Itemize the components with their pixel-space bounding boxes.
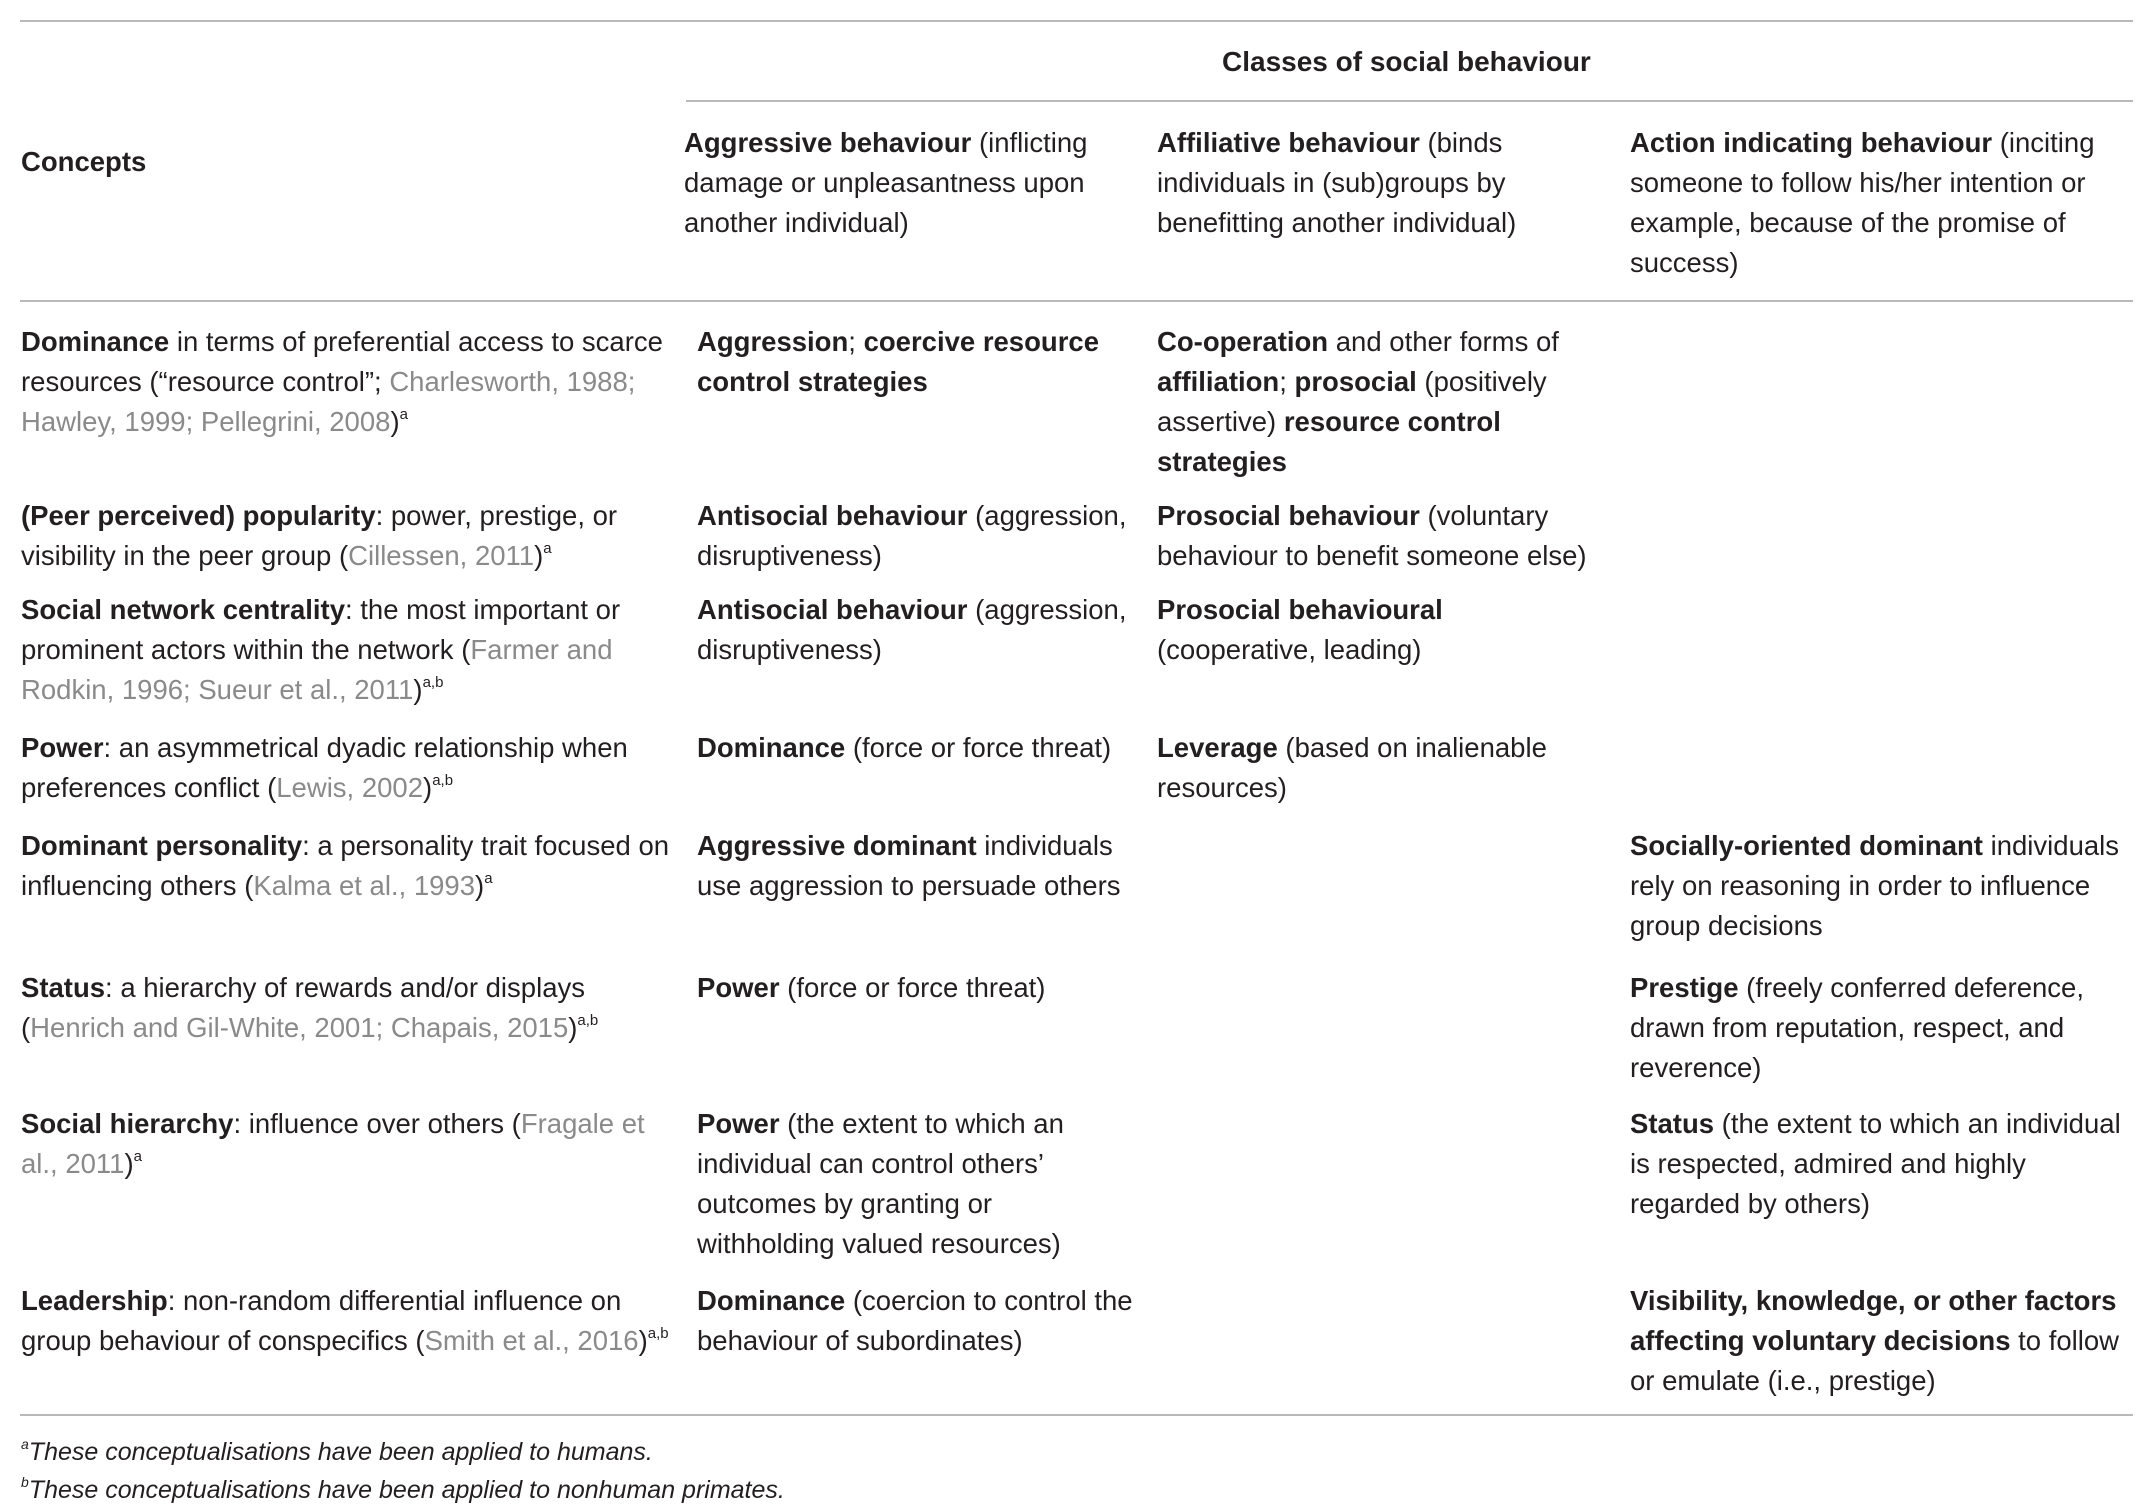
table-row-aggressive: Dominance (force or force threat) [697,732,1112,763]
table-row-affiliative: Prosocial behaviour (voluntary behaviour to benefit someone else) [1157,500,1587,571]
group-header-rule [686,100,2133,102]
group-header: Classes of social behaviour [1222,46,1591,77]
citation: Smith et al., 2016 [424,1325,639,1356]
citation: Cillessen, 2011 [348,540,535,571]
table-top-rule [20,20,2133,22]
citation: Farmer and Rodkin, 1996; Sueur et al., 2011 [21,634,613,705]
header-bottom-rule [20,300,2133,302]
table-row-concept: Dominance in terms of preferential access to scarce resources (“resource control”; Charlesworth, 1988; Hawley, 1999; Pellegrini, 2008)$^a$ [21,326,663,437]
citation: Lewis, 2002 [276,772,424,803]
concepts-header: Concepts [21,146,147,177]
table-row-aggressive: Antisocial behaviour (aggression, disruptiveness) [697,500,1127,571]
table-row-aggressive: Power (force or force threat) [697,972,1046,1003]
table-row-action: Prestige (freely conferred deference, drawn from reputation, respect, and reverence) [1630,972,2084,1083]
table-row-action: Socially-oriented dominant individuals rely on reasoning in order to influence group decisions [1630,830,2120,941]
column-header-affiliative: Affiliative behaviour (binds individuals in (sub)groups by benefitting another individual) [1157,127,1517,238]
citation: Charlesworth, 1988; Hawley, 1999; Pellegrini, 2008 [21,366,636,437]
citation: Kalma et al., 1993 [253,870,476,901]
table-row-action: Visibility, knowledge, or other factors affecting voluntary decisions to follow or emulate (i.e., prestige) [1630,1285,2120,1396]
table-row-concept: Power: an asymmetrical dyadic relationship when preferences conflict (Lewis, 2002)$^{a,b}$ [21,732,628,803]
table-row-action: Status (the extent to which an individual is respected, admired and highly regarded by others) [1630,1108,2121,1219]
table-row-concept: Social network centrality: the most important or prominent actors within the network (Farmer and Rodkin, 1996; Sueur et al., 2011)$^{a,b}$ [21,594,621,705]
table-bottom-rule [20,1414,2133,1416]
table-row-affiliative: Leverage (based on inalienable resources) [1157,732,1547,803]
table-row-affiliative: Co-operation and other forms of affiliation; prosocial (positively assertive) resource control strategies [1157,326,1559,477]
column-header-action: Action indicating behaviour (inciting someone to follow his/her intention or example, because of the promise of success) [1630,127,2095,278]
footnote-a: $^a$These conceptualisations have been applied to humans. [21,1436,653,1466]
table-row-concept: Social hierarchy: influence over others (Fragale et al., 2011)$^a$ [21,1108,645,1179]
column-header-aggressive: Aggressive behaviour (inflicting damage or unpleasantness upon another individual) [684,127,1088,238]
table-row-aggressive: Aggressive dominant individuals use aggression to persuade others [697,830,1121,901]
table-row-aggressive: Dominance (coercion to control the behaviour of subordinates) [697,1285,1133,1356]
citation: Henrich and Gil-White, 2001; Chapais, 2015 [30,1012,569,1043]
table-row-aggressive: Antisocial behaviour (aggression, disruptiveness) [697,594,1127,665]
table-row-aggressive: Power (the extent to which an individual can control others’ outcomes by granting or withholding valued resources) [697,1108,1064,1259]
citation: Fragale et al., 2011 [21,1108,645,1179]
table-row-affiliative: Prosocial behavioural (cooperative, leading) [1157,594,1443,665]
table-row-concept: Leadership: non-random differential influence on group behaviour of conspecifics (Smith et al., 2016)$^{a,b}$ [21,1285,669,1356]
table-row-concept: Dominant personality: a personality trait focused on influencing others (Kalma et al., 1993)$^a$ [21,830,670,901]
table-row-concept: Status: a hierarchy of rewards and/or displays (Henrich and Gil-White, 2001; Chapais, 2015)$^{a,b}$ [21,972,599,1043]
table-row-concept: (Peer perceived) popularity: power, prestige, or visibility in the peer group (Cillessen, 2011)$^a$ [21,500,618,571]
footnote-b: $^b$These conceptualisations have been applied to nonhuman primates. [21,1474,785,1504]
table-row-aggressive: Aggression; coercive resource control strategies [697,326,1099,397]
